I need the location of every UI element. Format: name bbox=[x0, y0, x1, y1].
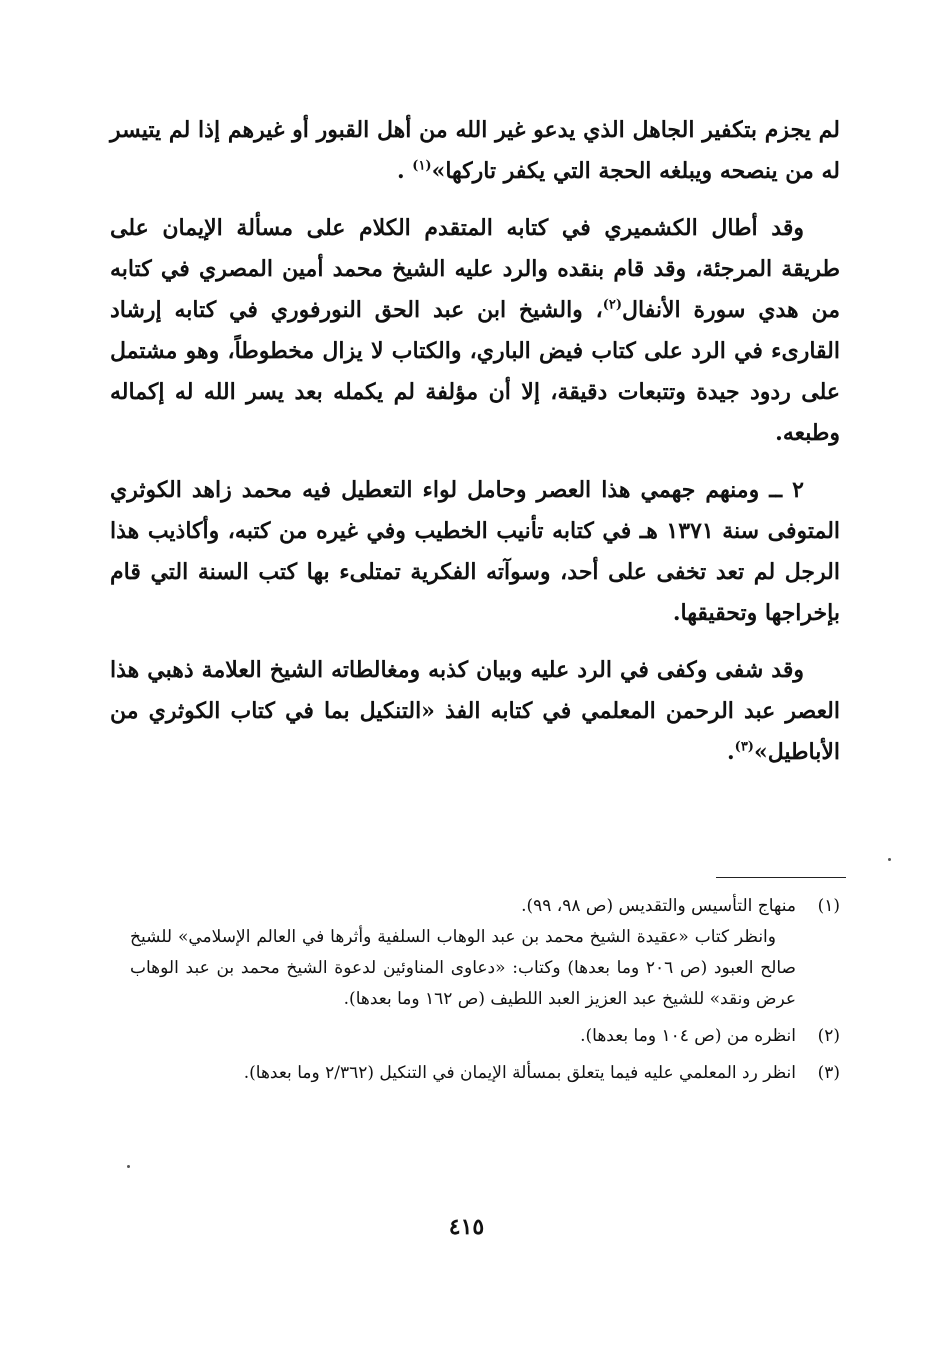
paragraph-4: وقد شفى وكفى في الرد عليه وبيان كذبه ومغالطاته الشيخ العلامة ذهبي هذا العصر عبد الرحمن المعلمي في كتابه الفذ «التنكيل بما في كتاب الكوثري من الأباطيل»$^{(٣)}$. bbox=[110, 657, 840, 765]
footnote-line: منهاج التأسيس والتقديس (ص ٩٨، ٩٩). bbox=[521, 896, 796, 916]
main-text-block bbox=[110, 110, 840, 789]
paragraph-1: لم يجزم بتكفير الجاهل الذي يدعو غير الله من أهل القبور أو غيرهم إذا لم يتيسر له من ينصحه ويبلغه الحجة التي يكفر تاركها»$^{(١)}$ . bbox=[110, 117, 840, 184]
footnote-number: (٢) bbox=[817, 1026, 840, 1046]
footnote-1 bbox=[130, 891, 840, 1015]
paragraph-3: ٢ ــ ومنهم جهمي هذا العصر وحامل لواء التعطيل فيه محمد زاهد الكوثري المتوفى سنة ١٣٧١ هـ في كتابه تأنيب الخطيب وفي غيره من كتبه، وأكاذيب هذا الرجل لم تعد تخفى على أحد، وسوآته الفكرية تمتلىء بها كتب السنة التي قام بإخراجها وتحقيقها. bbox=[110, 477, 841, 626]
footnote-line: انظره من (ص ١٠٤ وما بعدها). bbox=[580, 1026, 796, 1046]
footnote-3 bbox=[130, 1058, 840, 1089]
page-number: ٤١٥ bbox=[448, 1214, 485, 1240]
footnote-number: (٣) bbox=[817, 1063, 840, 1083]
footnote-2 bbox=[130, 1021, 840, 1052]
footnote-ref-1: (١) bbox=[412, 158, 432, 174]
footnote-ref-2: (٢) bbox=[602, 297, 623, 313]
scan-speck bbox=[127, 1165, 130, 1168]
footnote-number: (١) bbox=[817, 896, 840, 916]
footnotes-section bbox=[130, 891, 840, 1095]
footnote-line: انظر رد المعلمي عليه فيما يتعلق بمسألة الإيمان في التنكيل (٢/٣٦٢ وما بعدها). bbox=[243, 1063, 796, 1083]
paragraph-2: وقد أطال الكشميري في كتابه المتقدم الكلام على مسألة الإيمان على طريقة المرجئة، وقد قام بنقده والرد عليه الشيخ محمد أمين المصري في كتابه من هدي سورة الأنفال$^{(٢)}$، والشيخ ابن عبد الحق النورفوري في كتابه إرشاد القارىء في الرد على كتاب فيض الباري، والكتاب لا يزال مخطوطاً، وهو مشتمل على ردود جيدة وتتبعات دقيقة، إلا أن مؤلفة لم يكمله بعد يسر الله له إكماله وطبعه. bbox=[110, 215, 840, 446]
footnote-ref-3: (٣) bbox=[734, 739, 754, 755]
scan-speck bbox=[888, 858, 891, 861]
footnote-separator bbox=[716, 877, 846, 878]
footnote-line: وانظر كتاب «عقيدة الشيخ محمد بن عبد الوهاب السلفية وأثرها في العالم الإسلامي» للشيخ صالح العبود (ص ٢٠٦ وما بعدها) وكتاب: «دعاوى المناوئين لدعوة الشيخ محمد بن عبد الوهاب عرض ونقد» للشيخ عبد العزيز العبد اللطيف (ص ١٦٢ وما بعدها). bbox=[130, 927, 796, 1009]
